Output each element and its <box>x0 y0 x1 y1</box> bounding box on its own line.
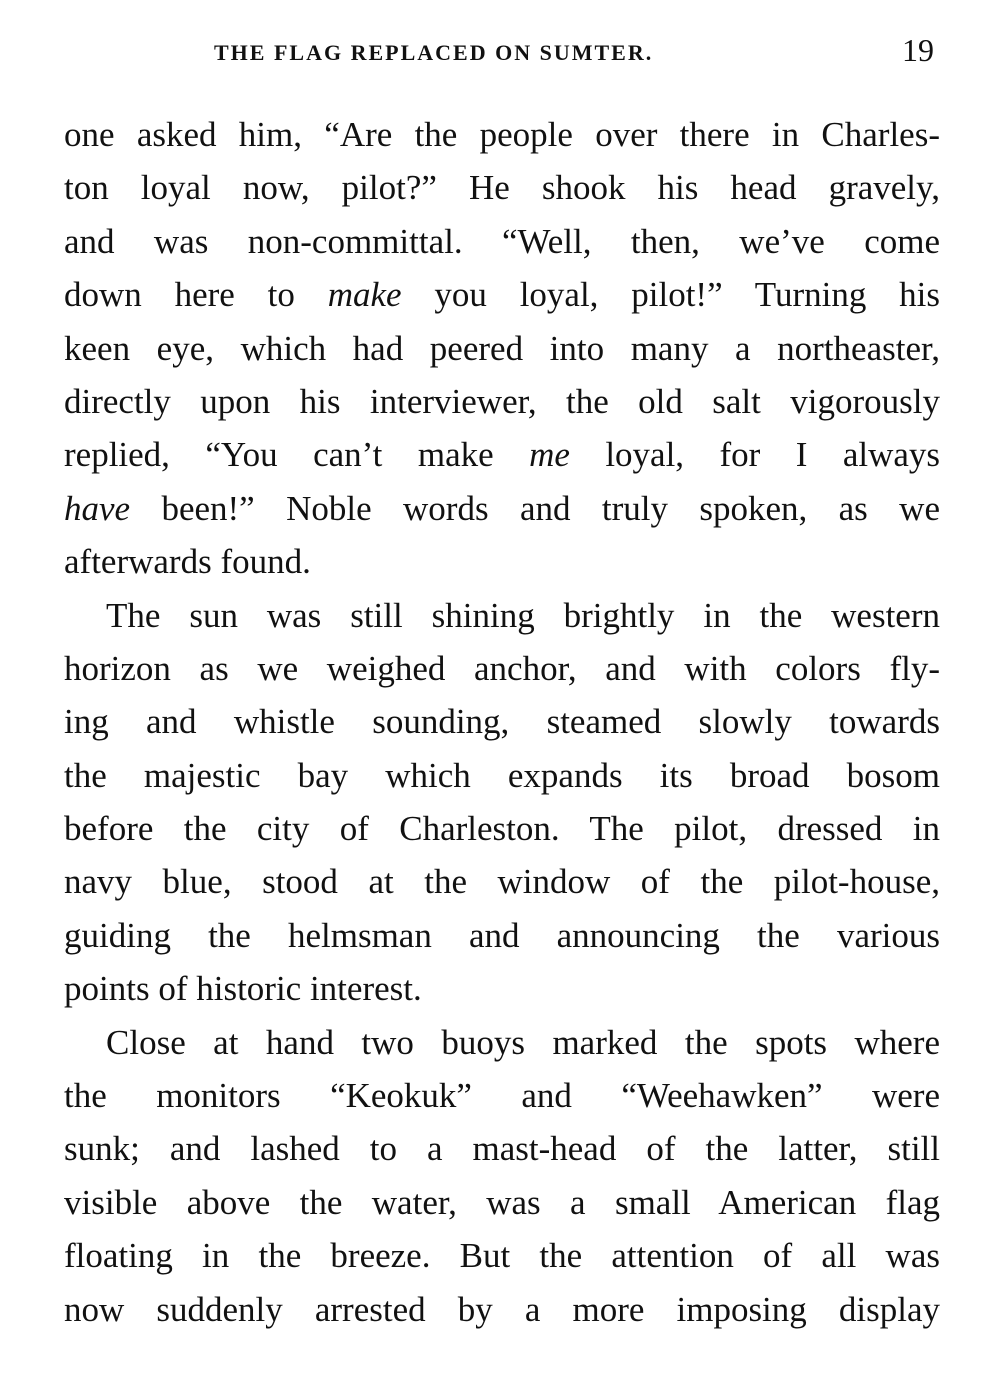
text-segment: sunk; and lashed to a mast-head of the latter, still <box>64 1129 940 1169</box>
text-segment: visible above the water, was a small American flag <box>64 1182 940 1222</box>
italic-text: me <box>529 435 570 475</box>
text-segment: afterwards found. <box>64 542 311 582</box>
text-line <box>64 161 940 214</box>
text-segment: you loyal, pilot!” Turning his <box>401 275 940 315</box>
text-segment: Close at hand two buoys marked the spots where <box>106 1022 940 1062</box>
text-line <box>64 1016 940 1069</box>
text-line <box>64 108 940 161</box>
text-line <box>64 375 940 428</box>
text-segment: directly upon his interviewer, the old salt vigorously <box>64 381 940 421</box>
text-segment: replied, “You can’t make <box>64 435 530 475</box>
text-segment: ing and whistle sounding, steamed slowly towards <box>64 702 940 742</box>
text-line <box>64 428 940 481</box>
text-segment: ton loyal now, pilot?” He shook his head gravely, <box>64 168 940 208</box>
text-line <box>64 695 940 748</box>
text-line <box>64 855 940 908</box>
text-line <box>64 535 940 588</box>
text-line <box>64 802 940 855</box>
text-segment: loyal, for I always <box>569 435 941 475</box>
page-number: 19 <box>902 32 934 68</box>
text-segment: the majestic bay which expands its broad bosom <box>64 755 940 795</box>
italic-text: have <box>64 488 131 528</box>
text-line <box>64 1122 940 1175</box>
text-line <box>64 268 940 321</box>
text-line <box>64 1283 940 1336</box>
text-segment: down here to <box>64 275 328 315</box>
running-head <box>64 30 940 88</box>
body-text <box>64 108 940 1336</box>
text-segment: the monitors “Keokuk” and “Weehawken” were <box>64 1076 940 1116</box>
text-segment: guiding the helmsman and announcing the various <box>64 915 940 955</box>
text-segment: floating in the breeze. But the attention of all was <box>64 1236 940 1276</box>
text-segment: navy blue, stood at the window of the pilot-house, <box>64 862 940 902</box>
text-line <box>64 909 940 962</box>
running-head-title: THE FLAG REPLACED ON SUMTER. <box>214 40 654 65</box>
text-segment: and was non-committal. “Well, then, we’ve come <box>64 221 940 261</box>
text-line <box>64 749 940 802</box>
text-segment: horizon as we weighed anchor, and with colors fly- <box>64 648 940 688</box>
text-line <box>64 215 940 268</box>
text-line <box>64 589 940 642</box>
text-segment: points of historic interest. <box>64 969 422 1009</box>
text-line <box>64 1176 940 1229</box>
text-segment: The sun was still shining brightly in the western <box>106 595 940 635</box>
book-page <box>64 30 940 1336</box>
text-segment: one asked him, “Are the people over there in Charles- <box>64 115 940 154</box>
text-line <box>64 322 940 375</box>
text-segment: keen eye, which had peered into many a northeaster, <box>64 328 940 368</box>
text-line <box>64 962 940 1015</box>
text-segment: now suddenly arrested by a more imposing display <box>64 1289 940 1329</box>
italic-text: make <box>327 275 402 315</box>
text-segment: been!” Noble words and truly spoken, as we <box>130 488 940 528</box>
text-segment: before the city of Charleston. The pilot, dressed in <box>64 809 940 849</box>
text-line <box>64 482 940 535</box>
text-line <box>64 642 940 695</box>
text-line <box>64 1229 940 1282</box>
text-line <box>64 1069 940 1122</box>
